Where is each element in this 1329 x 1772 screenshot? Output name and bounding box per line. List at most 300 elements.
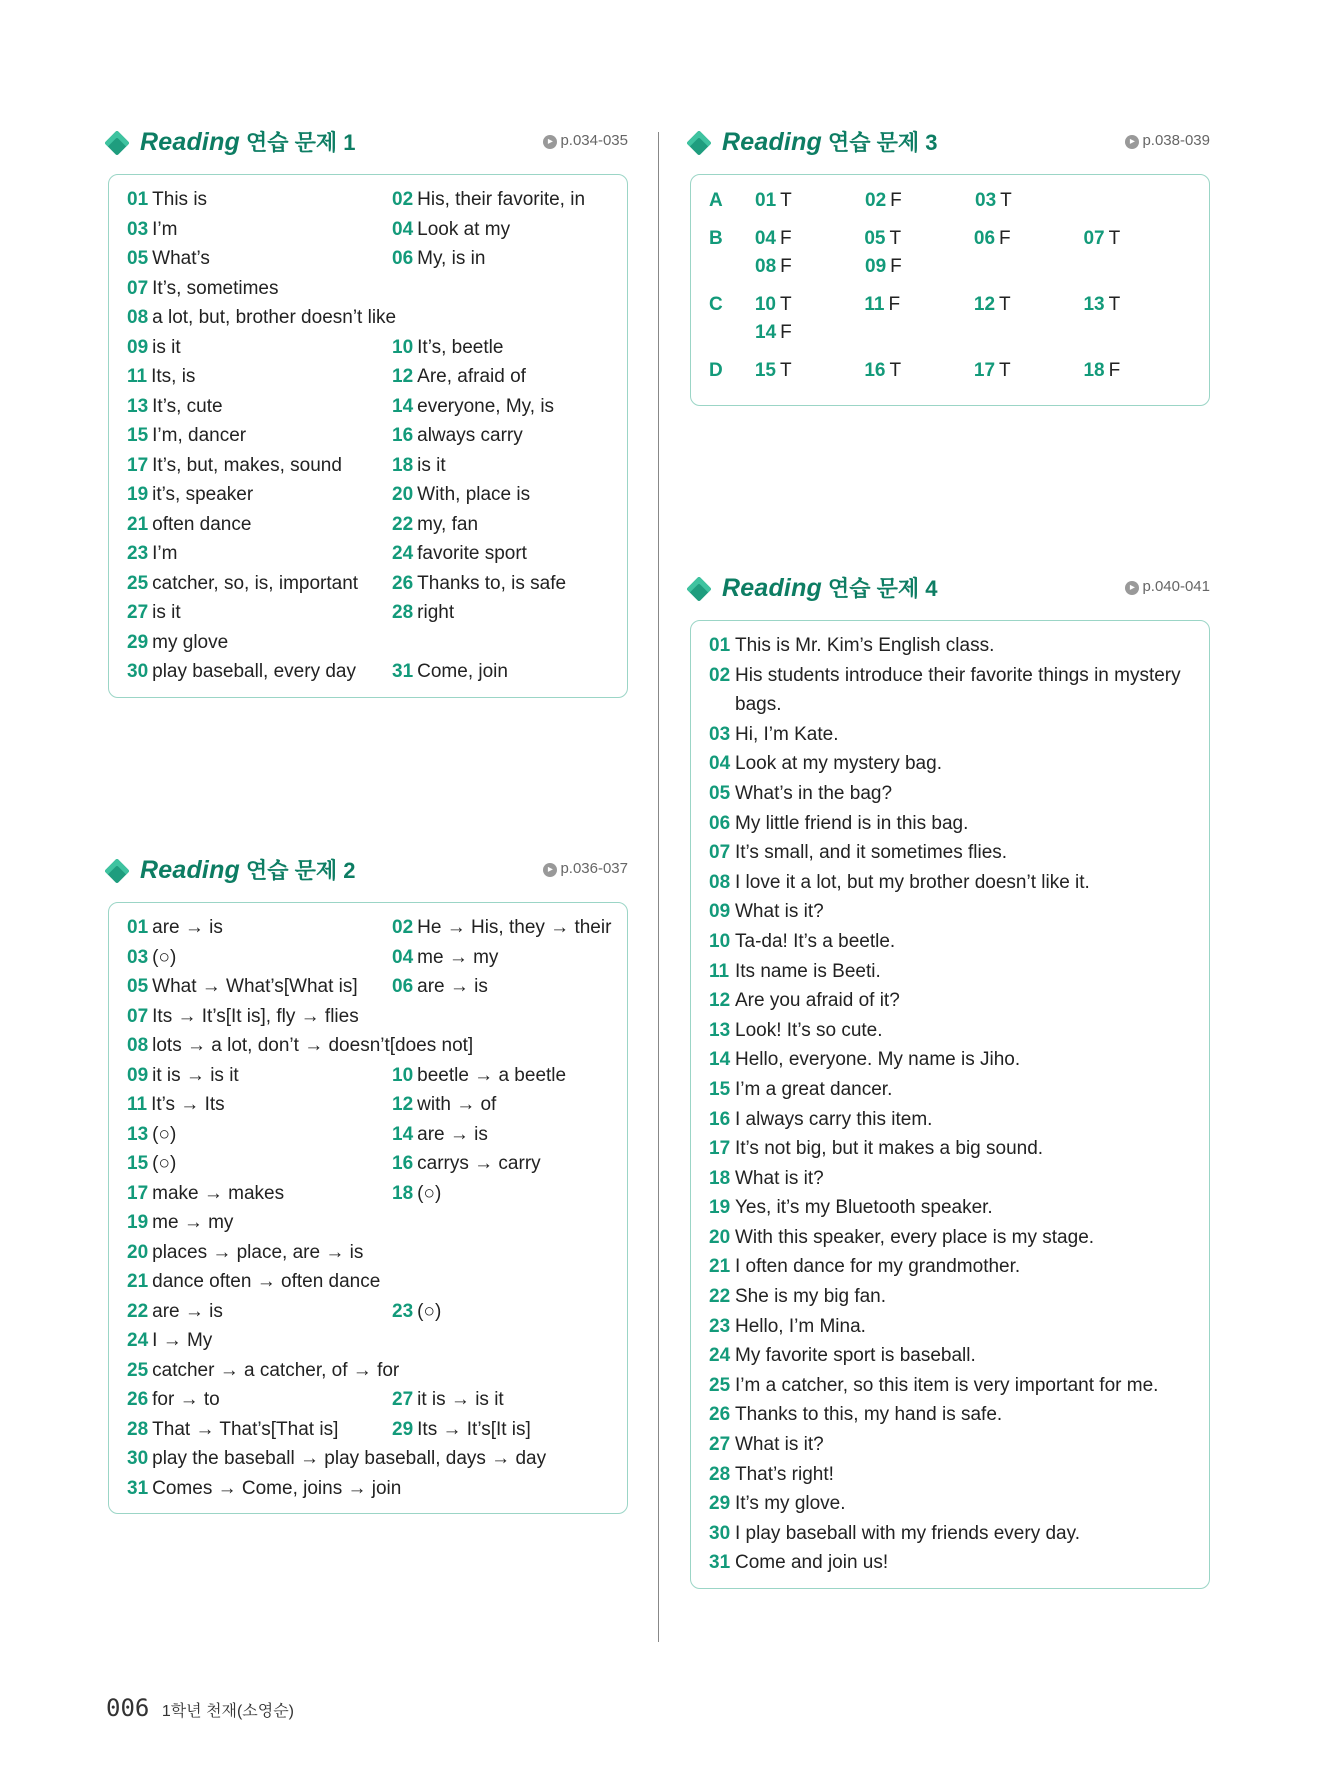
item-number: 19 (127, 1212, 149, 1233)
answer-item (127, 598, 392, 628)
answer-item (392, 1385, 611, 1415)
answer-item (127, 539, 392, 569)
section-title: Reading 연습 문제 1 (140, 128, 356, 156)
item-text: I always carry this item. (735, 1108, 933, 1130)
answer-item (127, 1120, 392, 1150)
item-number: 22 (709, 1286, 731, 1308)
sentence-item (709, 838, 1193, 868)
item-number: 12 (392, 1094, 414, 1115)
sentence-item (709, 1223, 1193, 1253)
answer-item (127, 303, 611, 333)
item-text: What’s in the bag? (735, 782, 893, 804)
sentence-item (709, 927, 1193, 957)
item-text: favorite sport (417, 543, 527, 564)
answer-item (127, 1061, 392, 1091)
item-text: With this speaker, every place is my stage. (735, 1226, 1095, 1248)
item-number: 09 (865, 256, 887, 277)
item-text: He → His, they → their (417, 917, 612, 938)
item-text: my, fan (417, 513, 479, 535)
item-number: 07 (127, 277, 149, 299)
item-text: She is my big fan. (735, 1286, 887, 1308)
item-text: carrys → carry (417, 1153, 541, 1174)
item-number: 06 (709, 812, 731, 834)
item-number: 21 (127, 513, 149, 535)
item-text: Its → It’s[It is] (417, 1418, 531, 1440)
item-number: 24 (709, 1345, 731, 1367)
item-text: right (417, 602, 455, 623)
sentence-item (709, 1045, 1193, 1075)
item-text: It’s, beetle (417, 336, 504, 358)
item-number: 28 (709, 1463, 731, 1485)
item-number: 12 (709, 990, 731, 1012)
tf-row (709, 291, 1193, 319)
answer-item (392, 657, 611, 687)
answer-item (127, 1415, 392, 1445)
answer-item (392, 451, 611, 481)
item-number: 10 (392, 1064, 414, 1086)
item-text: What is it? (735, 901, 824, 923)
item-text: always carry (417, 425, 523, 446)
item-text: It’s not big, but it makes a big sound. (735, 1138, 1044, 1160)
answer-item (127, 1267, 611, 1297)
tf-answer (975, 187, 1085, 215)
answer-item (127, 1444, 611, 1474)
tf-answer (1083, 291, 1193, 319)
item-text: F (890, 190, 902, 211)
answer-item (392, 244, 611, 274)
section-reading-2 (108, 852, 628, 1514)
item-number: 12 (973, 294, 996, 315)
answer-item (127, 1356, 611, 1386)
answer-item (127, 972, 392, 1002)
answer-box (690, 620, 1210, 1589)
sentence-item (709, 1519, 1193, 1549)
page-footer (106, 1694, 294, 1722)
item-number: 17 (127, 454, 149, 476)
item-text: play the baseball → play baseball, days → day (152, 1448, 547, 1469)
item-text: for → to (152, 1389, 220, 1410)
answer-item (127, 1297, 392, 1327)
answer-item (392, 362, 611, 392)
item-text: I play baseball with my friends every day. (735, 1522, 1080, 1544)
sentence-item (709, 1430, 1193, 1460)
item-text: Hello, everyone. My name is Jiho. (735, 1049, 1021, 1071)
item-number: 13 (1083, 294, 1105, 315)
item-number: 02 (865, 190, 887, 211)
answer-item (392, 333, 611, 363)
item-number: 06 (973, 228, 996, 249)
item-text: I’m a great dancer. (735, 1078, 893, 1100)
item-text: Its name is Beeti. (735, 960, 881, 982)
item-text: It’s, but, makes, sound (152, 454, 342, 476)
sentence-item (709, 779, 1193, 809)
group-label: D (709, 360, 723, 381)
item-number: 02 (392, 917, 414, 938)
item-text: (○) (417, 1300, 442, 1322)
section-title: Reading 연습 문제 3 (722, 128, 938, 156)
item-text: It’s, sometimes (152, 277, 279, 299)
answer-item (127, 1208, 611, 1238)
tf-answer (974, 225, 1084, 253)
answer-item (392, 185, 611, 215)
item-text: my glove (152, 631, 229, 653)
section-reading-3 (690, 124, 1210, 406)
item-number: 23 (127, 543, 149, 564)
diamond-icon (104, 130, 129, 155)
item-text: are → is (152, 1300, 223, 1322)
item-number: 13 (709, 1019, 731, 1041)
item-number: 23 (709, 1315, 731, 1337)
item-number: 18 (392, 454, 414, 476)
item-text: places → place, are → is (152, 1241, 364, 1263)
item-text: What is it? (735, 1434, 824, 1456)
item-number: 14 (392, 395, 414, 417)
item-number: 12 (392, 366, 414, 387)
answer-item (127, 362, 392, 392)
item-text: often dance (152, 513, 252, 535)
tf-group (709, 291, 1193, 347)
answer-item (127, 1326, 611, 1356)
sentence-item (709, 986, 1193, 1016)
page-reference: ▸ p.034-035 (543, 132, 628, 149)
answer-item (392, 215, 611, 245)
item-text: I often dance for my grandmother. (735, 1256, 1021, 1278)
item-number: 16 (864, 360, 886, 381)
item-number: 28 (127, 1418, 149, 1440)
answer-item (127, 185, 392, 215)
sentence-item (709, 1105, 1193, 1135)
item-number: 01 (709, 635, 731, 656)
item-number: 03 (127, 218, 149, 240)
answer-item (127, 1238, 611, 1268)
answer-item (392, 913, 611, 943)
item-text: Are, afraid of (417, 366, 526, 387)
circle-arrow-right-icon: ▸ (543, 135, 557, 149)
answer-item (127, 1385, 392, 1415)
item-text: lots → a lot, don’t → doesn’t[does not] (152, 1035, 474, 1056)
item-number: 27 (709, 1434, 731, 1456)
item-number: 20 (709, 1226, 731, 1248)
sentence-item (709, 1548, 1193, 1578)
item-number: 18 (709, 1167, 731, 1189)
item-text: (○) (152, 1153, 177, 1174)
item-text: What → What’s[What is] (152, 976, 358, 997)
item-text: F (999, 228, 1011, 249)
item-number: 01 (755, 190, 777, 211)
item-text: T (779, 294, 792, 315)
answer-item (392, 1061, 611, 1091)
item-number: 15 (754, 360, 776, 381)
item-number: 25 (709, 1374, 731, 1396)
answer-item (392, 480, 611, 510)
sentence-item (709, 1075, 1193, 1105)
item-text: are → is (152, 917, 223, 938)
item-text: T (999, 360, 1011, 381)
item-text: Hi, I’m Kate. (735, 723, 839, 745)
tf-row (709, 253, 1193, 281)
item-text: are → is (417, 976, 488, 997)
group-label (709, 319, 755, 347)
item-text: Hello, I’m Mina. (735, 1315, 866, 1337)
answer-grid (127, 185, 611, 687)
item-number: 15 (709, 1078, 731, 1100)
item-text: Look! It’s so cute. (735, 1019, 883, 1041)
item-text: My favorite sport is baseball. (735, 1345, 976, 1367)
tf-answer (1083, 357, 1193, 385)
item-number: 30 (709, 1522, 731, 1544)
answer-item (127, 392, 392, 422)
item-number: 07 (127, 1005, 149, 1027)
sentence-item (709, 1134, 1193, 1164)
item-text: My little friend is in this bag. (735, 812, 969, 834)
item-number: 30 (127, 1448, 149, 1469)
item-text: F (1108, 360, 1121, 381)
section-title: Reading 연습 문제 2 (140, 856, 356, 884)
sentence-item (709, 749, 1193, 779)
page-reference: ▸ p.036-037 (543, 860, 628, 877)
sentence-item (709, 631, 1193, 661)
tf-group (709, 357, 1193, 385)
item-text: is it (152, 602, 181, 623)
answer-item (127, 274, 611, 304)
item-number: 04 (754, 228, 776, 249)
item-text: it is → is it (152, 1064, 239, 1086)
item-text: dance often → often dance (152, 1271, 381, 1292)
sentence-item (709, 1282, 1193, 1312)
item-number: 07 (1083, 228, 1105, 249)
section-title: Reading 연습 문제 4 (722, 574, 938, 602)
item-number: 14 (709, 1049, 731, 1071)
item-text: it is → is it (417, 1389, 504, 1410)
item-text: Thanks to this, my hand is safe. (735, 1404, 1003, 1426)
item-text: It’s my glove. (735, 1493, 846, 1515)
answer-item (127, 657, 392, 687)
item-text: play baseball, every day (152, 661, 356, 682)
answer-item (127, 215, 392, 245)
item-number: 18 (1083, 360, 1105, 381)
item-number: 31 (709, 1552, 731, 1574)
answer-item (127, 1149, 392, 1179)
item-number: 01 (127, 917, 149, 938)
item-number: 04 (392, 218, 414, 240)
tf-answer (864, 357, 974, 385)
item-number: 29 (392, 1418, 414, 1440)
tf-answer (865, 253, 975, 281)
item-text: F (780, 322, 792, 343)
tf-answer (864, 225, 974, 253)
sentence-item (709, 1400, 1193, 1430)
circle-arrow-right-icon: ▸ (1125, 581, 1139, 595)
answer-item (392, 539, 611, 569)
page-reference: ▸ p.040-041 (1125, 578, 1210, 595)
tf-answer (865, 187, 975, 215)
sentence-item (709, 1460, 1193, 1490)
answer-box (108, 902, 628, 1514)
item-number: 14 (755, 322, 777, 343)
item-text: Ta-da! It’s a beetle. (735, 930, 896, 952)
item-text: everyone, My, is (417, 395, 555, 417)
item-number: 01 (127, 189, 149, 210)
group-label (709, 253, 755, 281)
item-number: 03 (975, 190, 997, 211)
item-number: 24 (392, 543, 414, 564)
section-reading-1 (108, 124, 628, 698)
sentence-item (709, 1341, 1193, 1371)
page-number: 006 (106, 1694, 150, 1722)
item-text: make → makes (152, 1182, 285, 1204)
item-number: 23 (392, 1300, 414, 1322)
tf-answer (755, 319, 865, 347)
sentence-item (709, 661, 1193, 720)
item-text: I’m (152, 218, 178, 240)
item-number: 11 (864, 294, 885, 315)
item-number: 24 (127, 1330, 149, 1351)
sentence-item (709, 1312, 1193, 1342)
answer-box (690, 174, 1210, 406)
item-text: Thanks to, is safe (417, 572, 567, 594)
answer-item (392, 1415, 611, 1445)
item-text: With, place is (417, 484, 531, 505)
tf-answer (974, 291, 1084, 319)
item-number: 25 (127, 1359, 149, 1381)
item-number: 19 (709, 1197, 731, 1219)
answer-item (392, 598, 611, 628)
item-text: with → of (417, 1094, 497, 1115)
answer-item (127, 1002, 611, 1032)
tf-answer (755, 291, 865, 319)
sentence-item (709, 897, 1193, 927)
item-number: 19 (127, 484, 149, 505)
answer-item (392, 1149, 611, 1179)
section-header (690, 124, 1210, 164)
item-number: 27 (127, 602, 149, 623)
item-text: It’s, cute (152, 395, 223, 417)
item-number: 13 (127, 395, 149, 417)
item-text: catcher → a catcher, of → for (152, 1359, 400, 1381)
answer-item (392, 569, 611, 599)
item-number: 07 (709, 842, 731, 864)
item-text: F (888, 294, 901, 315)
item-text: This is Mr. Kim’s English class. (735, 635, 995, 656)
item-text: F (779, 228, 792, 249)
tf-group (709, 225, 1193, 281)
item-number: 04 (392, 946, 414, 968)
item-number: 26 (709, 1404, 731, 1426)
item-text: I’m a catcher, so this item is very important for me. (735, 1374, 1159, 1396)
item-number: 21 (709, 1256, 731, 1278)
item-number: 17 (709, 1138, 731, 1160)
answer-grid (127, 913, 611, 1503)
item-text: This is (152, 189, 208, 210)
tf-answer (1083, 225, 1193, 253)
answer-item (127, 1474, 611, 1504)
sentence-item (709, 1016, 1193, 1046)
item-text: catcher, so, is, important (152, 572, 359, 594)
tf-row (709, 187, 1193, 215)
answer-item (127, 1090, 392, 1120)
item-text: (○) (417, 1182, 442, 1204)
item-text: Its, is (151, 366, 196, 387)
item-text: That → That’s[That is] (152, 1418, 339, 1440)
section-header (108, 852, 628, 892)
item-text: I love it a lot, but my brother doesn’t like it. (735, 871, 1090, 893)
item-number: 22 (392, 513, 414, 535)
item-number: 17 (127, 1182, 149, 1204)
item-number: 15 (127, 1153, 149, 1174)
section-header (108, 124, 628, 164)
item-text: is it (417, 454, 446, 476)
item-number: 17 (973, 360, 996, 381)
item-text: T (1000, 190, 1012, 211)
answer-item (127, 244, 392, 274)
item-text: It’s small, and it sometimes flies. (735, 842, 1008, 864)
tf-row (709, 225, 1193, 253)
item-number: 31 (392, 661, 414, 682)
answer-item (392, 1090, 611, 1120)
item-text: F (890, 256, 902, 277)
sentence-item (709, 868, 1193, 898)
item-number: 27 (392, 1389, 414, 1410)
answer-item (127, 510, 392, 540)
sentence-item (709, 809, 1193, 839)
item-text: T (999, 294, 1011, 315)
sentence-item (709, 720, 1193, 750)
item-text: Look at my (417, 218, 511, 240)
answer-item (127, 1031, 611, 1061)
item-text: T (780, 190, 792, 211)
item-text: T (889, 360, 902, 381)
item-text: Come, join (417, 661, 508, 682)
item-number: 16 (392, 1153, 414, 1174)
group-label: C (709, 294, 723, 315)
item-text: Look at my mystery bag. (735, 753, 942, 775)
book-title: 1학년 천재(소영순) (161, 1703, 295, 1720)
item-text: His students introduce their favorite things in mystery bags. (735, 664, 1181, 716)
sentence-item (709, 957, 1193, 987)
item-number: 08 (709, 871, 731, 893)
item-text: T (779, 360, 792, 381)
answer-item (392, 943, 611, 973)
item-number: 11 (127, 1094, 148, 1115)
item-number: 25 (127, 572, 149, 594)
sentence-item (709, 1164, 1193, 1194)
item-text: That’s right! (735, 1463, 834, 1485)
item-number: 16 (392, 425, 414, 446)
answer-item (127, 628, 611, 658)
item-number: 30 (127, 661, 149, 682)
item-number: 08 (127, 1035, 149, 1056)
item-number: 04 (709, 753, 731, 775)
item-number: 08 (755, 256, 777, 277)
item-text: T (1108, 228, 1121, 249)
tf-row (709, 319, 1193, 347)
item-number: 05 (709, 782, 731, 804)
item-text: F (780, 256, 792, 277)
item-number: 03 (127, 946, 149, 968)
answer-item (127, 1179, 392, 1209)
item-text: Its → It’s[It is], fly → flies (152, 1005, 359, 1027)
item-text: it’s, speaker (152, 484, 254, 505)
item-number: 29 (127, 631, 149, 653)
item-number: 11 (127, 366, 148, 387)
sentence-item (709, 1489, 1193, 1519)
item-number: 02 (709, 664, 731, 686)
tf-group (709, 187, 1193, 215)
item-number: 08 (127, 307, 149, 328)
column-divider (658, 132, 659, 1642)
group-label: A (709, 190, 723, 211)
item-number: 20 (392, 484, 414, 505)
